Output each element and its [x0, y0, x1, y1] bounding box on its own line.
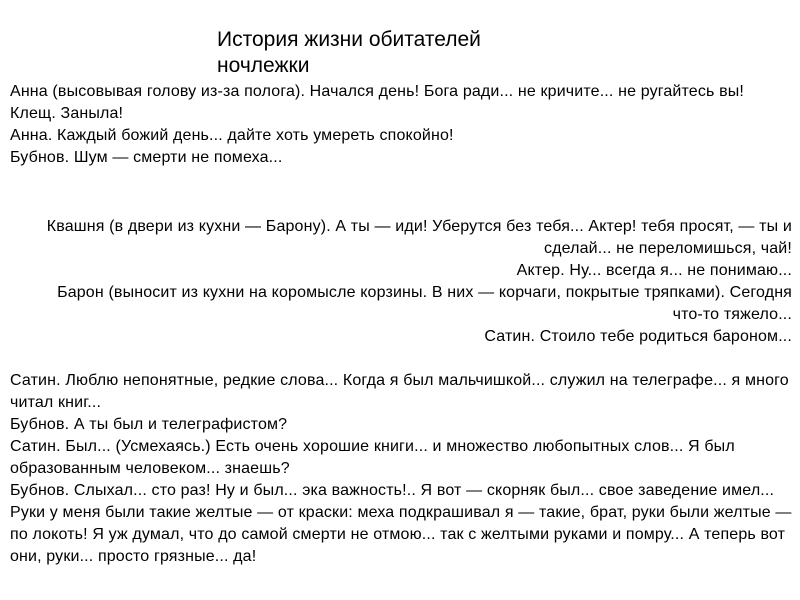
- dialogue-line: Бубнов. Слыхал... сто раз! Ну и был... эка важность!.. Я вот — скорняк был... свое заведение имел... Руки у меня были такие желтые — от краски: меха подкрашивал я — такие, брат, руки были желтые — по локоть! Я уж думал, что до самой смерти не отмою... так с желтыми руками и помру... А теперь вот они, руки... просто грязные... да!: [10, 482, 792, 565]
- dialogue-line: Сатин. Люблю непонятные, редкие слова... Когда я был мальчишкой... служил на телеграфе... я много читал книг...: [10, 372, 789, 411]
- dialogue-block-baron: [40, 216, 792, 348]
- slide-title: История жизни обитателей ночлежки: [217, 28, 481, 77]
- dialogue-line: Квашня (в двери из кухни — Барону). А ты — иди! Уберутся без тебя... Актер! тебя просят, — ты и сделай... не переломишься, чай!: [46, 218, 792, 257]
- dialogue-line: Актер. Ну... всегда я... не понимаю...: [516, 262, 792, 279]
- dialogue-block-satin-bubnov: [10, 370, 796, 568]
- dialogue-line: Бубнов. Шум — смерти не помеха...: [10, 149, 283, 166]
- dialogue-line: Анна. Каждый божий день... дайте хоть умереть спокойно!: [10, 127, 454, 144]
- dialogue-line: Клещ. Заныла!: [10, 105, 124, 122]
- dialogue-line: Анна (высовывая голову из-за полога). Начался день! Бога ради... не кричите... не ругайтесь вы!: [10, 83, 744, 100]
- dialogue-line: Бубнов. А ты был и телеграфистом?: [10, 416, 288, 433]
- dialogue-line: Сатин. Стоило тебе родиться бароном...: [484, 328, 792, 345]
- dialogue-line: Барон (выносит из кухни на коромысле корзины. В них — корчаги, покрытые тряпками). Сегодня что-то тяжело...: [57, 284, 792, 323]
- dialogue-line: Сатин. Был... (Усмехаясь.) Есть очень хорошие книги... и множество любопытных слов... Я был образованным человеком... знаешь?: [10, 438, 735, 477]
- dialogue-block-opening: [10, 81, 800, 169]
